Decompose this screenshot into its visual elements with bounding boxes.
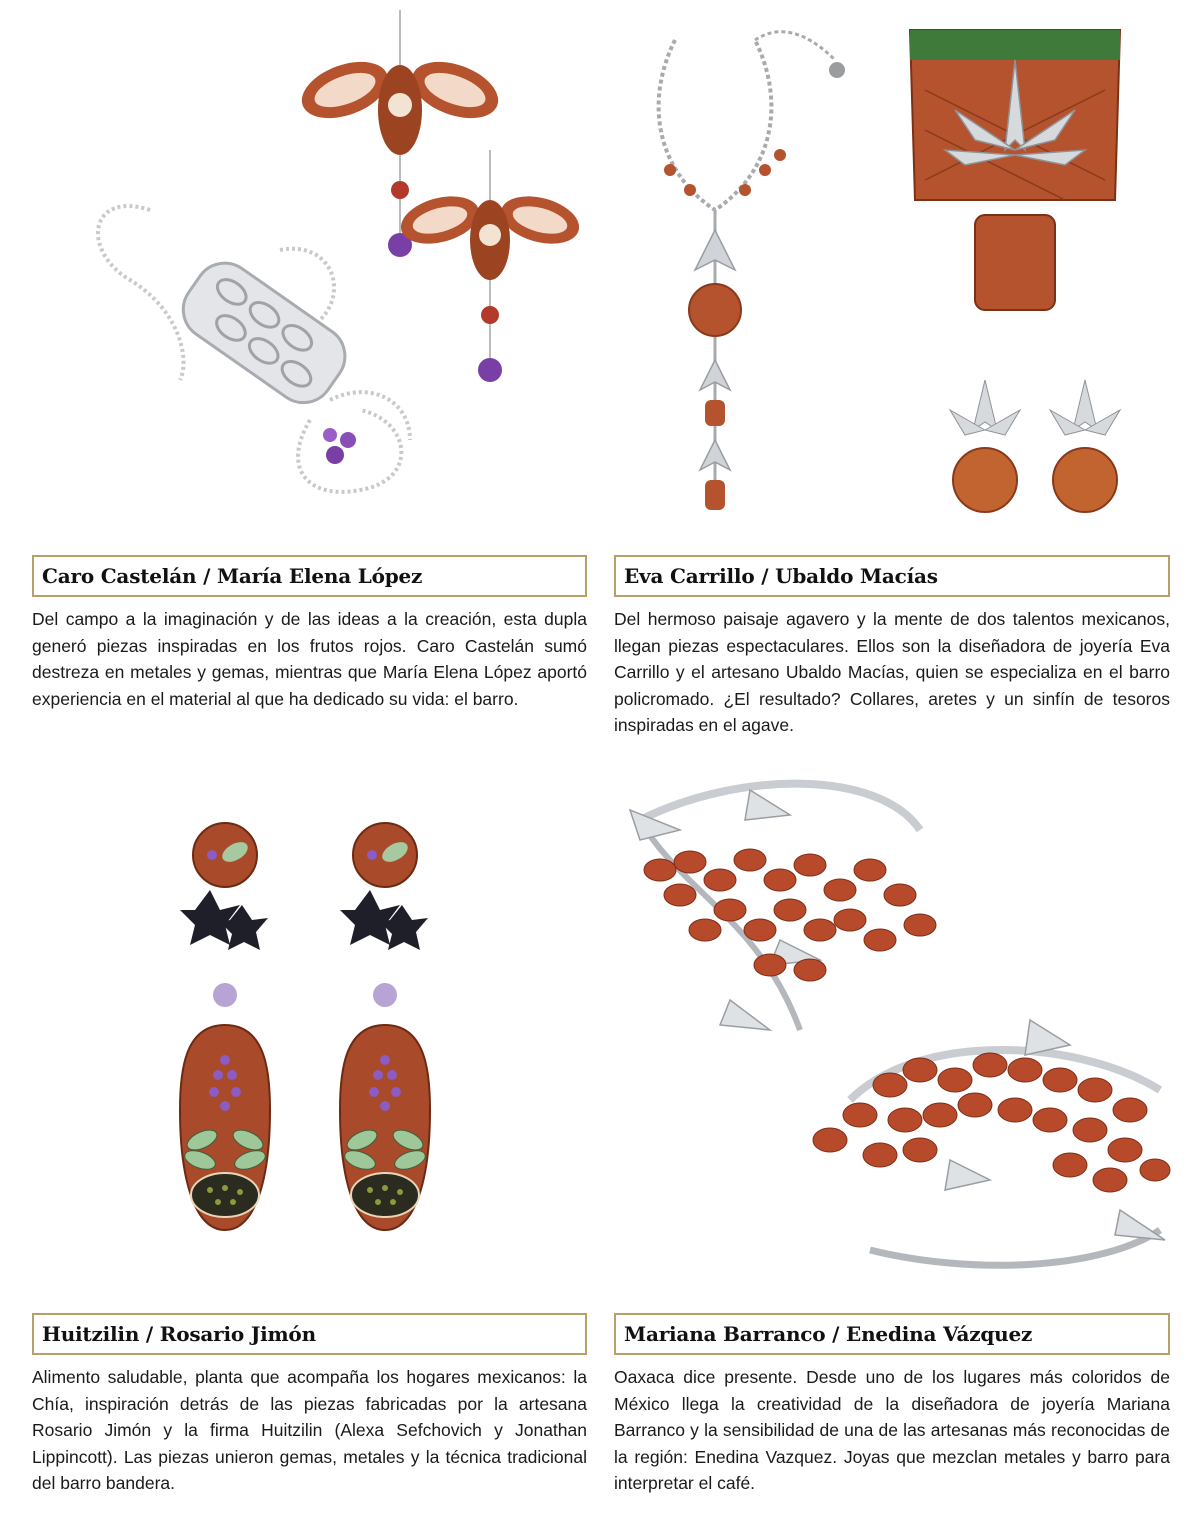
jewelry-illustration	[615, 0, 1171, 530]
jewelry-illustration	[30, 0, 590, 530]
card-title: Huitzilin / Rosario Jimón	[32, 1313, 587, 1355]
card-description: Del campo a la imaginación y de las ideas a la creación, esta dupla generó piezas inspiradas en los frutos rojos. Caro Castelán sumó destreza en metales y gemas, mientras que María Elena López aportó experiencia en el material al que ha dedicado su vida: el barro.	[32, 609, 587, 709]
coffee-bean-silver-cuffs-photo	[620, 770, 1175, 1285]
card-title: Mariana Barranco / Enedina Vázquez	[614, 1313, 1170, 1355]
card-description: Oaxaca dice presente. Desde uno de los lugares más coloridos de México llega la creatividad de la diseñadora de joyería Mariana Barranco y la sensibilidad de una de las artesanas más reconocidas de la región: Enedina Vazquez. Joyas que mezclan metales y barro para interpretar el café.	[614, 1367, 1170, 1493]
chia-clay-drop-earrings-photo	[130, 810, 530, 1285]
jewelry-illustration	[620, 770, 1175, 1285]
card-description: Del hermoso paisaje agavero y la mente de dos talentos mexicanos, llegan piezas espectaculares. Ellos son la diseñadora de joyería Eva Carrillo y el artesano Ubaldo Macías, quien se especializa en el barro policromado. ¿El resultado? Collares, aretes y un sinfín de tesoros inspiradas en el agave.	[614, 609, 1170, 735]
card-description: Alimento saludable, planta que acompaña los hogares mexicanos: la Chía, inspiración detrás de las piezas fabricadas por la artesana Rosario Jimón y la firma Huitzilin (Alexa Sefchovich y Jonathan Lippincott). Las piezas unieron gemas, metales y la técnica tradicional del barro bandera.	[32, 1367, 587, 1493]
agave-necklace-cuff-and-earrings-photo	[615, 0, 1171, 530]
silver-chain-bracelet-and-beetle-earrings-photo	[30, 0, 590, 530]
jewelry-illustration	[130, 810, 530, 1285]
card-title: Eva Carrillo / Ubaldo Macías	[614, 555, 1170, 597]
card-title: Caro Castelán / María Elena López	[32, 555, 587, 597]
